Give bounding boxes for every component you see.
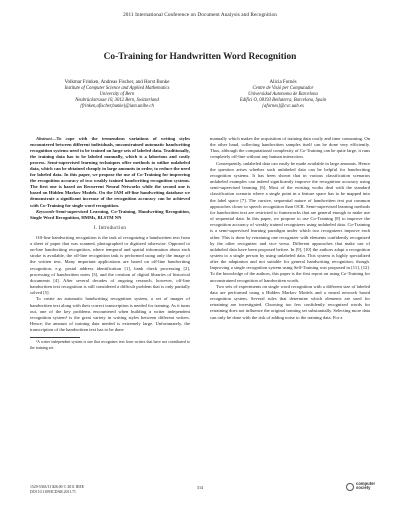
keywords-label: Keywords — [36, 208, 55, 214]
left-column — [30, 136, 190, 351]
author-affiliation: Institute of Computer Science and Applied Mathematics — [64, 86, 170, 92]
paper-title: Co-Training for Handwritten Word Recognition — [103, 52, 297, 62]
computer-society-logo — [346, 481, 380, 495]
author-group-barcelona — [200, 80, 366, 110]
author-affiliation: Centre de Visió per Computador — [252, 86, 314, 92]
section-heading-introduction: I. Introduction — [93, 225, 127, 231]
body-paragraph-2: Consequently, unlabeled data can easily be made available in large amounts. Hence the question arises whether such unlabeled data can be helpful for handwriting recognition systems. It has been shown that in various classification scenarios unlabeled examples can indeed significantly improve the recognition accuracy using semi-supervised learning [6]. Most of the existing works deal with the standard classification scenario where a single point in a feature space has to be mapped into the label space [7]. The cursive, sequential nature of handwritten text put common approaches closer to speech recognition than OCR. Semi-supervised learning methods for handwritten text are restricted to frameworks that are general enough to make use of sequential data. In this paper, we propose to use Co-Training [8] to improve the recognition accuracy of weakly trained recognizers using unlabeled data. Co-Training is a semi-supervised learning paradigm under which two recognizers improve each other. This is done by retraining one recognizer with elements confidently recognized by the other recognizer and vice versa. Different approaches that make use of unlabeled data have been proposed before. In [9], [10] the authors adapt a recognition system to a single person by using unlabeled data. This system is highly specialized after the adaptation and not suitable for general handwriting recognition, though. Improving a single recognition system using Self-Training was proposed in [11], [12]. To the knowledge of the authors, this paper is the first report on using Co-Training for unconstrained recognition of handwritten words. — [210, 160, 370, 283]
author-address: Neubrückstrasse 10, 3012 Bern, Switzerland — [75, 98, 159, 104]
right-column — [210, 136, 370, 321]
footnote-divider — [30, 337, 80, 338]
keywords-text: -Semi-supervised Learning, Co-Training, Handwriting Recognition, Single Word Recognition, HMMs, BLSTM NN — [30, 208, 190, 220]
logo-circle-icon — [346, 483, 354, 491]
abstract — [30, 136, 190, 209]
author-university: University of Bern — [99, 92, 135, 98]
page-number: 314 — [196, 485, 204, 490]
author-email: {frinken,afischer,bunke}@iam.unibe.ch — [80, 104, 154, 110]
keywords — [30, 209, 190, 221]
body-paragraph-3: Two sets of experiments on single word recognition with a different size of labeled data are performed using a Hidden Markov Models and a neural network based recognition system. Several rules that determine which elements are used for retraining are investigated. Choosing too few confidently recognized words for retraining does not influence the original training set substantially. Selecting more data can only be done with the risk of adding noise to the training data. For a — [210, 283, 370, 320]
author-university: Universidad Autonoma de Barcelona — [248, 92, 318, 98]
intro-paragraph-1: Off-line handwriting recognition is the task of recognizing a handwritten text from a sheet of paper that was scanned, photographed or digitized otherwise. Opposed to on-line handwriting recognition, where temporal and spatial information about each stroke is available, the off-line recognition task is performed using only the image of the written text. Many important applications are based on off-line handwriting recognition, e.g. postal address identification [1], bank check processing [2], processing of handwritten notes [3], and the creation of digital libraries of historical documents [4]. After several decades of ongoing research, however, off-line handwritten text recognition is still considered a difficult problem that is only partially solved [5]. — [30, 234, 190, 296]
conference-header: 2011 International Conference on Document Analysis and Recognition — [123, 12, 277, 18]
author-names: Volkmar Frinken, Andreas Fischer, and Horst Bunke — [64, 80, 170, 85]
publication-identifiers: 1520-5363/11 $26.00 © 2011 IEEE DOI 10.1109/ICDAR.2011.71 — [30, 485, 84, 494]
author-address: Edifici O, 08193 Bellaterra, Barcelona, Spain — [239, 98, 327, 104]
author-email: {afornes}@cvc.uab.es — [262, 104, 304, 110]
author-group-bern — [34, 80, 200, 110]
footnote: ¹A writer independent system is one that recognizes text from writers that have not contributed to the training set. — [30, 340, 190, 350]
author-block — [34, 80, 366, 110]
abstract-label: Abstract — [36, 136, 52, 141]
author-names: Alicia Fornés — [269, 80, 297, 85]
body-paragraph-1: manually which makes the acquisition of training data costly and time consuming. On the other hand, collecting handwritten samples itself can be done very efficiently. Thus, although the computational complexity of Co-Training can be quite large, it runs completely off-line without any human interaction. — [210, 136, 370, 160]
logo-text: computer society — [356, 481, 376, 491]
abstract-text: —To cope with the tremendous variations of writing styles encountered between different individuals, unconstrained automatic handwriting recognition systems need to be trained on large sets of labeled data. Traditionally, the training data has to be labeled manually, which is a laborious and costly process. Semi-supervised learning techniques offer methods to utilize unlabeled data, which can be obtained cheaply in large amounts in order, to reduce the need for labeled data. In this paper, we propose the use of Co-Training for improving the recognition accuracy of two weakly trained handwriting recognition systems. The first one is based on Recurrent Neural Networks while the second one is based on Hidden Markov Models. On the IAM off-line handwriting database we demonstrate a significant increase of the recognition accuracy can be achieved with Co-Training for single word recognition. — [30, 136, 190, 208]
intro-paragraph-2: To create an automatic handwriting recognition system, a set of images of handwritten text along with their correct transcription is needed for training. As it turns out, one of the key problems encountered when building a writer independent recognition system¹ is the great variety in writing styles between different writers. Hence, the amount of training data needed is extremely large. Unfortunately, the transcription of the handwritten text has to be done — [30, 296, 190, 333]
